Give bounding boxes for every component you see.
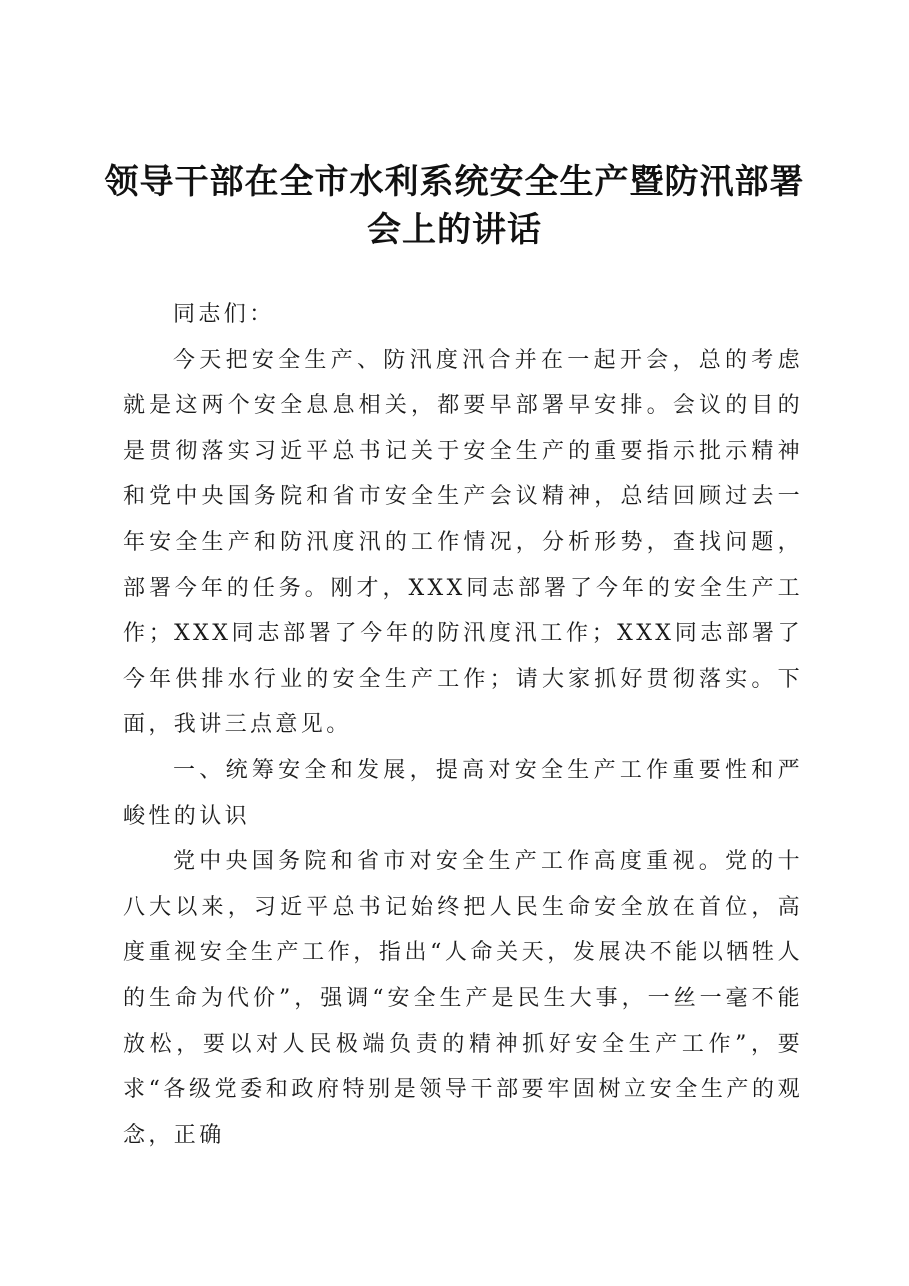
document-body: [123, 292, 803, 1158]
paragraph-section-one: 党中央国务院和省市对安全生产工作高度重视。党的十八大以来，习近平总书记始终把人民生命安全放在首位，高度重视安全生产工作，指出“人命关天，发展决不能以牺牲人的生命为代价”，强调“安全生产是民生大事，一丝一毫不能放松，要以对人民极端负责的精神抓好安全生产工作”，要求“各级党委和政府特别是领导干部要牢固树立安全生产的观念，正确: [123, 849, 803, 1148]
section-heading-one: 一、统筹安全和发展，提高对安全生产工作重要性和严峻性的认识: [123, 757, 803, 829]
salutation: 同志们：: [173, 302, 275, 327]
paragraph-opening: 今天把安全生产、防汛度汛合并在一起开会，总的考虑就是这两个安全息息相关，都要早部署早安排。会议的目的是贯彻落实习近平总书记关于安全生产的重要指示批示精神和党中央国务院和省市安全生产会议精神，总结回顾过去一年安全生产和防汛度汛的工作情况，分析形势，查找问题，部署今年的任务。刚才，XXX同志部署了今年的安全生产工作；XXX同志部署了今年的防汛度汛工作；XXX同志部署了今年供排水行业的安全生产工作；请大家抓好贯彻落实。下面，我讲三点意见。: [123, 347, 803, 738]
document-title: 领导干部在全市水利系统安全生产暨防汛部署会上的讲话: [104, 162, 805, 250]
